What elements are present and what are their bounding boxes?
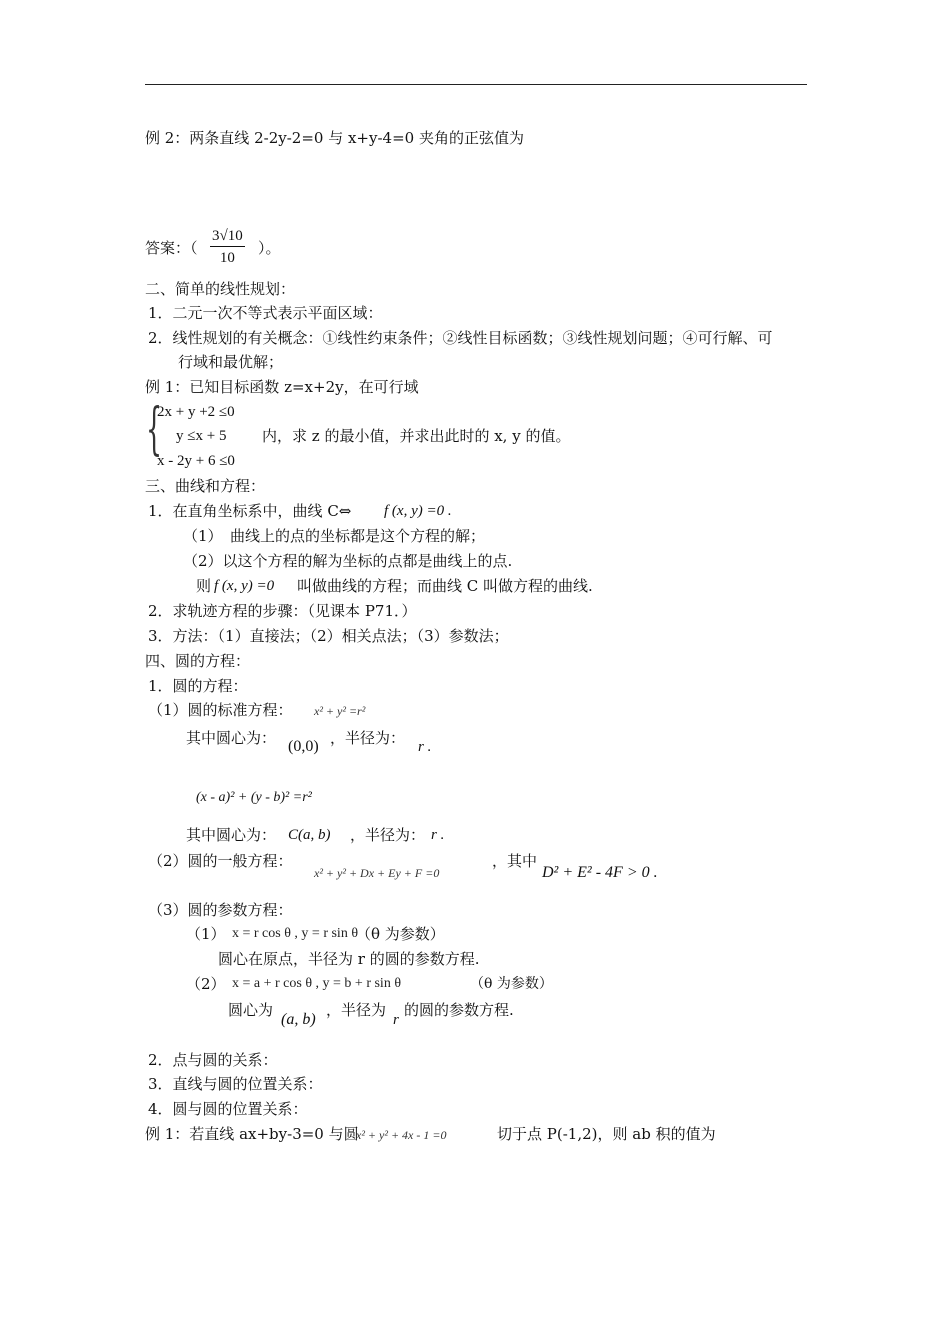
section-3-title: 三、曲线和方程：: [145, 477, 266, 495]
s3-sub-2: （2）以这个方程的解为坐标的点都是曲线上的点.: [183, 552, 513, 570]
constraint-brace: {: [146, 397, 163, 462]
param-2-note: （θ 为参数）: [470, 976, 553, 992]
s4-item-2: 2．点与圆的关系：: [148, 1051, 278, 1069]
s3-sub-1: （1） 曲线上的点的坐标都是这个方程的解；: [183, 527, 486, 545]
answer-tail: ）。: [258, 239, 281, 257]
answer-label: 答案：（: [145, 239, 198, 257]
s3-then-text: 叫做曲线的方程；而曲线 C 叫做方程的曲线.: [297, 577, 593, 595]
center-value-2: C(a, b): [288, 827, 331, 843]
param-2-desc-b: ，半径为: [326, 1001, 387, 1019]
s2-item-1: 1．二元一次不等式表示平面区域：: [148, 304, 383, 322]
fraction-numerator: 3√10: [210, 228, 245, 247]
param-1-number: （1）: [186, 925, 226, 943]
s4-example-1: 例 1：若直线 ax+by-3=0 与圆: [145, 1125, 359, 1143]
s3-item-1: 1．在直角坐标系中，曲线 C⇔: [148, 502, 352, 520]
param-2-desc-c: 的圆的参数方程.: [404, 1001, 514, 1019]
constraint-1: 2x + y +2 ≤0: [157, 404, 235, 420]
s4-example-1-tail: 切于点 P(-1,2)，则 ab 积的值为: [497, 1125, 716, 1143]
radius-value-1: r .: [418, 739, 432, 755]
center-label-2: 其中圆心为：: [186, 826, 277, 844]
fraction-denominator: 10: [219, 250, 235, 266]
s3-item-3: 3．方法：（1）直接法；（2）相关点法；（3）参数法；: [148, 627, 509, 645]
s2-example-1: 例 1：已知目标函数 z=x+2y，在可行域: [145, 378, 419, 396]
s3-item-2: 2．求轨迹方程的步骤：（见课本 P71．）: [148, 602, 417, 620]
param-1-desc: 圆心在原点，半径为 r 的圆的参数方程.: [218, 950, 480, 968]
param-2-center: (a, b): [281, 1011, 316, 1028]
answer-fraction: [210, 228, 245, 267]
param-1-note: （θ 为参数）: [356, 925, 445, 943]
s2-item-2-cont: 行域和最优解；: [178, 353, 284, 371]
general-eq-condition: D² + E² - 4F > 0 .: [542, 864, 658, 881]
param-2-eq: x = a + r cos θ , y = b + r sin θ: [232, 976, 402, 991]
s3-then-math: f (x, y) =0: [214, 578, 275, 594]
center-value-1: (0,0): [288, 738, 319, 755]
section-4-title: 四、圆的方程：: [145, 652, 251, 670]
s4-item-1: 1．圆的方程：: [148, 677, 248, 695]
s3-item-1-math: f (x, y) =0 .: [384, 503, 452, 519]
standard-eq-2: (x - a)² + (y - b)² =r²: [196, 790, 312, 805]
s3-then-label: 则: [196, 577, 212, 595]
param-2-desc-a: 圆心为: [228, 1001, 274, 1019]
section-2-title: 二、简单的线性规划：: [145, 280, 296, 298]
parametric-eq-label: （3）圆的参数方程：: [148, 901, 293, 919]
general-eq-where: ，其中: [492, 852, 538, 870]
standard-eq-label: （1）圆的标准方程：: [148, 701, 293, 719]
param-1-eq: x = r cos θ , y = r sin θ: [232, 926, 359, 941]
radius-value-2: r .: [431, 827, 445, 843]
param-2-radius: r: [393, 1012, 399, 1028]
constraint-3: x - 2y + 6 ≤0: [157, 453, 235, 469]
radius-label-1: ，半径为：: [330, 729, 406, 747]
radius-label-2: ，半径为：: [350, 826, 426, 844]
s2-example-1-question: 内，求 z 的最小值，并求出此时的 x, y 的值。: [262, 427, 571, 445]
constraint-2: y ≤x + 5: [176, 428, 227, 444]
s4-item-3: 3．直线与圆的位置关系：: [148, 1075, 323, 1093]
s4-example-1-math: x² + y² + 4x - 1 =0: [356, 1128, 447, 1142]
header-rule: [145, 84, 807, 85]
s4-item-4: 4．圆与圆的位置关系：: [148, 1100, 308, 1118]
standard-eq: x² + y² =r²: [314, 704, 366, 718]
example-2: 例 2：两条直线 2-2y-2=0 与 x+y-4=0 夹角的正弦值为: [145, 129, 524, 147]
center-label-1: 其中圆心为：: [186, 729, 277, 747]
s2-item-2: 2．线性规划的有关概念：①线性约束条件；②线性目标函数；③线性规划问题；④可行解、可: [148, 329, 773, 347]
param-2-number: （2）: [186, 975, 226, 993]
general-eq: x² + y² + Dx + Ey + F =0: [314, 866, 440, 880]
general-eq-label: （2）圆的一般方程：: [148, 852, 293, 870]
